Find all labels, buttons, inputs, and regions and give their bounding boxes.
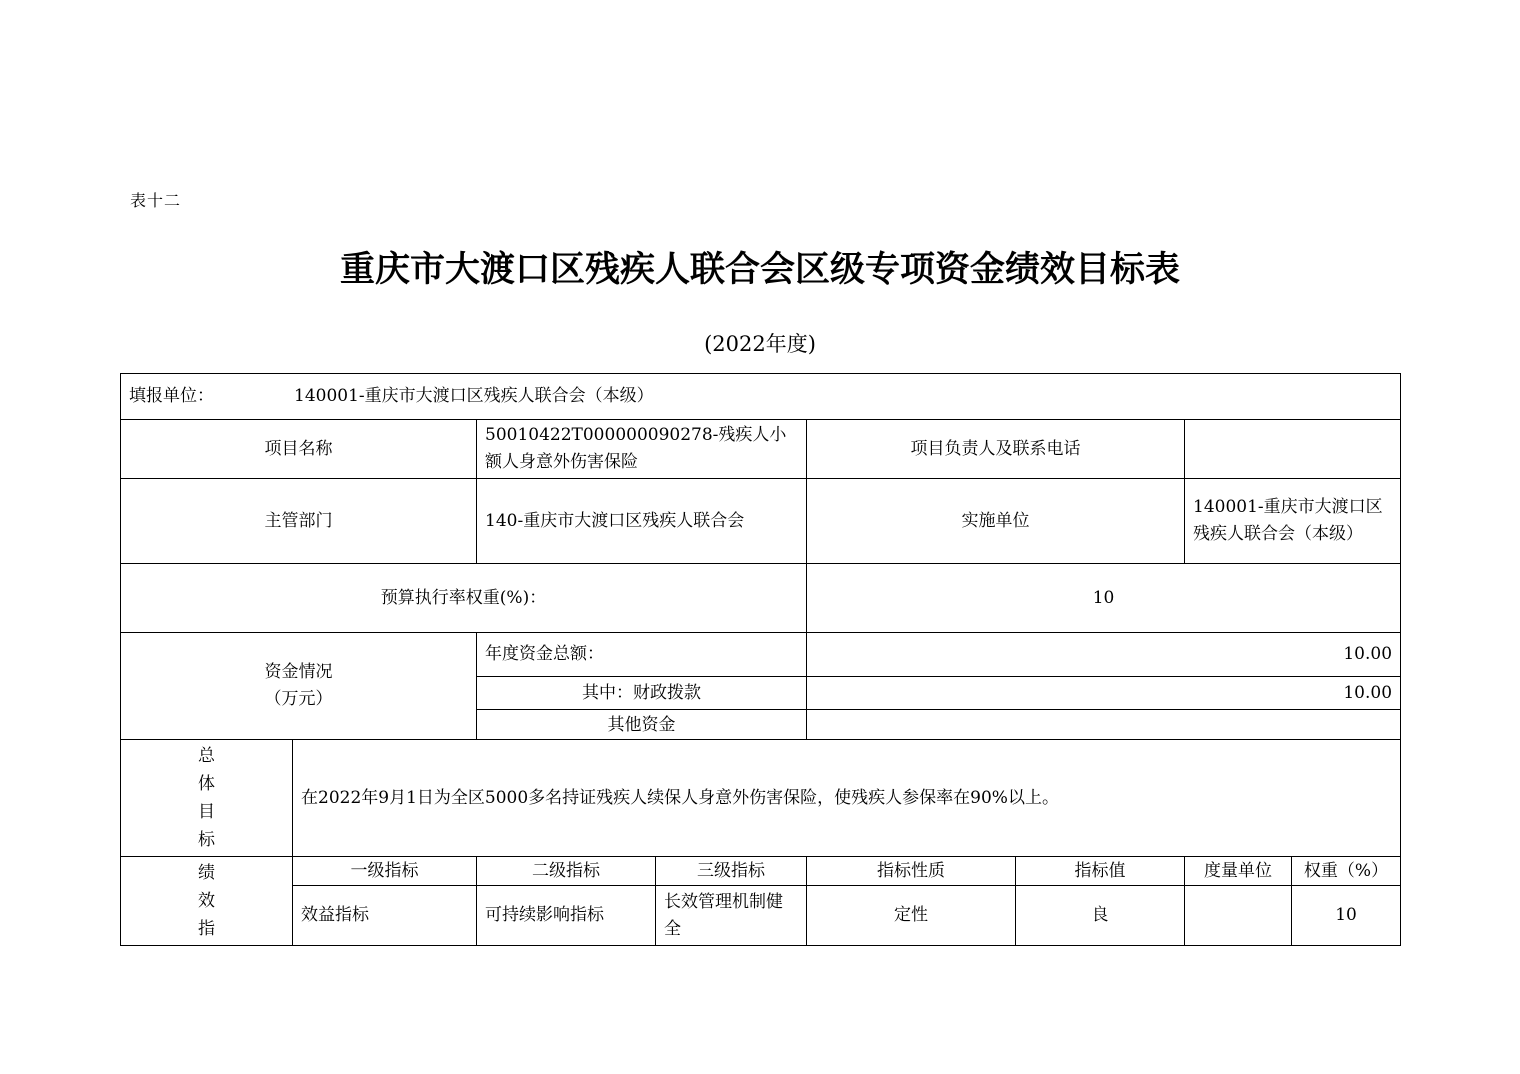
indicator-label-char: 效 — [198, 891, 215, 911]
indicator-unit — [1185, 886, 1292, 946]
fiscal-funds-label: 其中：财政拨款 — [477, 677, 807, 710]
annual-total-value: 10.00 — [807, 633, 1401, 677]
indicator-side-label — [121, 857, 293, 946]
filing-unit-value: 140001-重庆市大渡口区残疾人联合会（本级） — [294, 386, 654, 406]
impl-unit-value: 140001-重庆市大渡口区残疾人联合会（本级） — [1185, 479, 1401, 564]
contact-value — [1185, 420, 1401, 479]
header-weight: 权重（%） — [1292, 857, 1401, 886]
overall-goal-label — [121, 740, 293, 857]
impl-unit-label: 实施单位 — [807, 479, 1185, 564]
project-name-label: 项目名称 — [121, 420, 477, 479]
indicator-level1: 效益指标 — [293, 886, 477, 946]
indicator-level3: 长效管理机制健全 — [656, 886, 807, 946]
indicator-weight: 10 — [1292, 886, 1401, 946]
indicator-label-char: 指 — [198, 919, 215, 939]
header-nature: 指标性质 — [807, 857, 1016, 886]
filing-unit-cell — [121, 374, 1401, 420]
indicator-header-row — [121, 857, 1401, 886]
indicator-nature: 定性 — [807, 886, 1016, 946]
other-funds-value — [807, 710, 1401, 740]
header-level2: 二级指标 — [477, 857, 656, 886]
funds-label-line2: （万元） — [264, 689, 333, 709]
other-funds-label: 其他资金 — [477, 710, 807, 740]
dept-value: 140-重庆市大渡口区残疾人联合会 — [477, 479, 807, 564]
overall-goal-text: 在2022年9月1日为全区5000多名持证残疾人续保人身意外伤害保险，使残疾人参保率在90%以上。 — [293, 740, 1401, 857]
indicator-level2: 可持续影响指标 — [477, 886, 656, 946]
goal-label-char: 标 — [198, 830, 215, 850]
filing-unit-label: 填报单位： — [129, 386, 214, 406]
goal-label-char: 总 — [198, 746, 215, 766]
funds-label-line1: 资金情况 — [264, 662, 333, 682]
budget-weight-row — [121, 564, 1401, 633]
year-subtitle: (2022年度) — [704, 332, 816, 356]
department-row — [121, 479, 1401, 564]
project-name-value: 50010422T000000090278-残疾人小额人身意外伤害保险 — [477, 420, 807, 479]
annual-total-row — [121, 633, 1401, 677]
funds-label — [121, 633, 477, 740]
header-unit: 度量单位 — [1185, 857, 1292, 886]
dept-label: 主管部门 — [121, 479, 477, 564]
annual-total-label: 年度资金总额： — [477, 633, 807, 677]
indicator-value: 良 — [1016, 886, 1185, 946]
overall-goal-row — [121, 740, 1401, 857]
budget-weight-label: 预算执行率权重(%)： — [121, 564, 807, 633]
indicator-row — [121, 886, 1401, 946]
budget-weight-value: 10 — [807, 564, 1401, 633]
indicator-label-char: 绩 — [198, 863, 215, 883]
project-name-row — [121, 420, 1401, 479]
contact-label: 项目负责人及联系电话 — [807, 420, 1185, 479]
performance-target-table — [120, 373, 1401, 946]
table-number-label: 表十二 — [130, 191, 182, 210]
goal-label-char: 体 — [198, 774, 215, 794]
goal-label-char: 目 — [198, 802, 215, 822]
header-level1: 一级指标 — [293, 857, 477, 886]
filing-unit-row — [121, 374, 1401, 420]
header-value: 指标值 — [1016, 857, 1185, 886]
header-level3: 三级指标 — [656, 857, 807, 886]
page-title: 重庆市大渡口区残疾人联合会区级专项资金绩效目标表 — [339, 250, 1180, 290]
fiscal-funds-value: 10.00 — [807, 677, 1401, 710]
